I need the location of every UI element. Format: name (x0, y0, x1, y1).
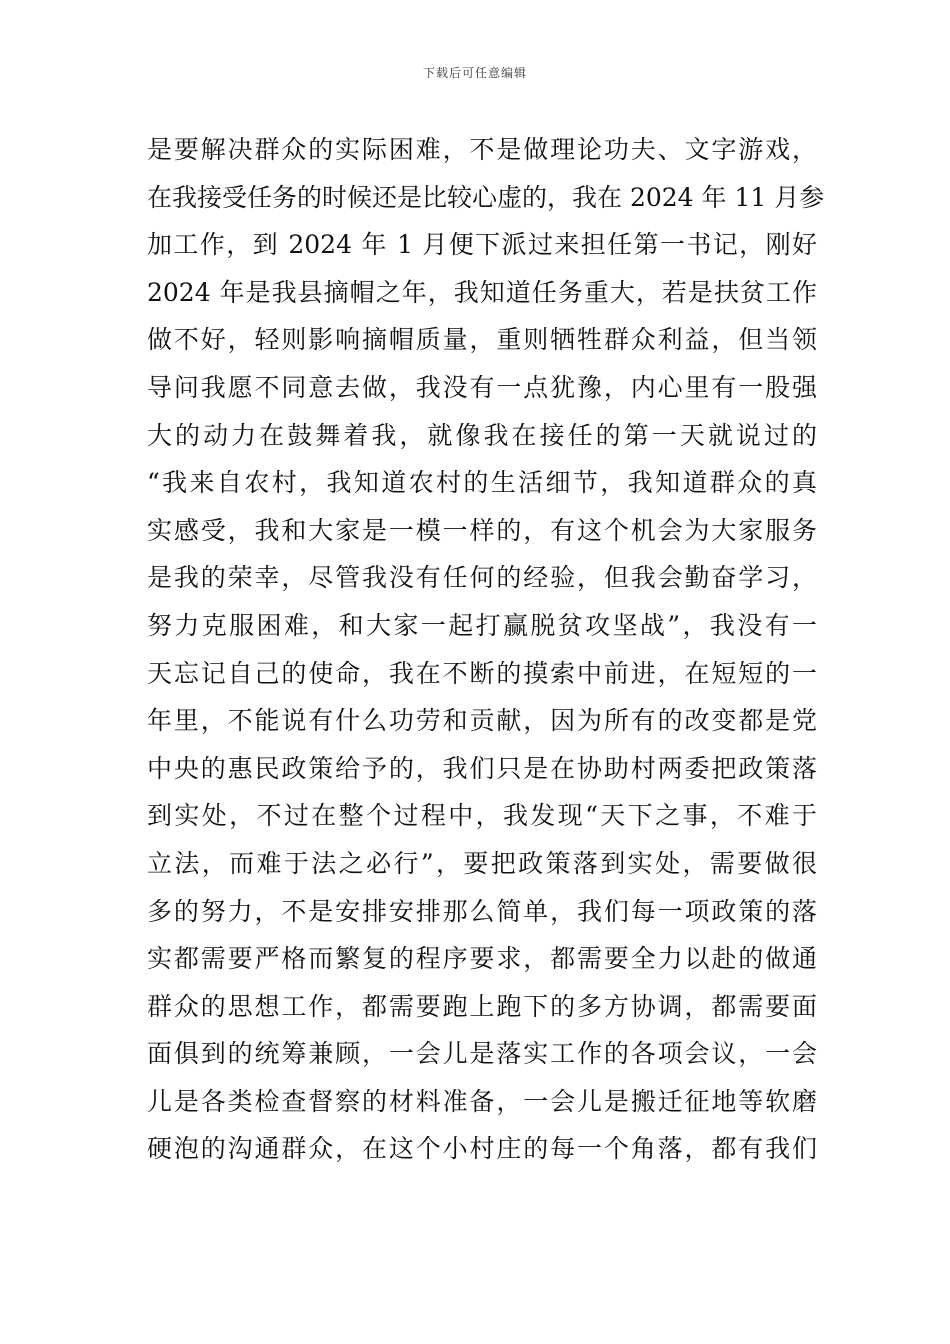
body-line-2: 在我接受任务的时候还是比较心虚的，我在 2024 年 11 月参 (147, 182, 825, 212)
body-line-20: 面俱到的统筹兼顾，一会儿是落实工作的各项会议，一会 (147, 1039, 817, 1069)
document-body (147, 126, 825, 1173)
body-line-3: 加工作，到 2024 年 1 月便下派过来担任第一书记，刚好 (147, 230, 817, 260)
body-line-13: 年里，不能说有什么功劳和贡献，因为所有的改变都是党 (147, 706, 817, 736)
body-line-14: 中央的惠民政策给予的，我们只是在协助村两委把政策落 (147, 753, 817, 783)
body-line-7: 大的动力在鼓舞着我，就像我在接任的第一天就说过的 (147, 420, 817, 450)
body-line-6: 导问我愿不同意去做，我没有一点犹豫，内心里有一股强 (147, 372, 817, 402)
body-line-5: 做不好，轻则影响摘帽质量，重则牺牲群众利益，但当领 (147, 325, 817, 355)
body-line-16: 立法，而难于法之必行”，要把政策落到实处，需要做很 (147, 848, 817, 878)
body-line-4: 2024 年是我县摘帽之年，我知道任务重大，若是扶贫工作 (147, 277, 817, 307)
body-line-15: 到实处，不过在整个过程中，我发现“天下之事，不难于 (147, 801, 817, 831)
body-line-22: 硬泡的沟通群众，在这个小村庄的每一个角落，都有我们 (147, 1134, 817, 1164)
body-line-11: 努力克服困难，和大家一起打赢脱贫攻坚战”，我没有一 (147, 610, 817, 640)
body-line-19: 群众的思想工作，都需要跑上跑下的多方协调，都需要面 (147, 991, 817, 1021)
page-header: 下载后可任意编辑 (422, 66, 527, 80)
body-line-21: 儿是各类检查督察的材料准备，一会儿是搬迁征地等软磨 (147, 1086, 817, 1116)
body-line-10: 是我的荣幸，尽管我没有任何的经验，但我会勤奋学习， (147, 563, 817, 593)
body-line-8: “我来自农村，我知道农村的生活细节，我知道群众的真 (147, 468, 817, 498)
body-line-1: 是要解决群众的实际困难，不是做理论功夫、文字游戏， (147, 135, 817, 164)
body-line-18: 实都需要严格而繁复的程序要求，都需要全力以赴的做通 (147, 944, 817, 974)
body-line-9: 实感受，我和大家是一模一样的，有这个机会为大家服务 (147, 515, 817, 545)
body-line-17: 多的努力，不是安排安排那么简单，我们每一项政策的落 (147, 896, 817, 926)
body-line-12: 天忘记自己的使命，我在不断的摸索中前进，在短短的一 (147, 658, 817, 688)
